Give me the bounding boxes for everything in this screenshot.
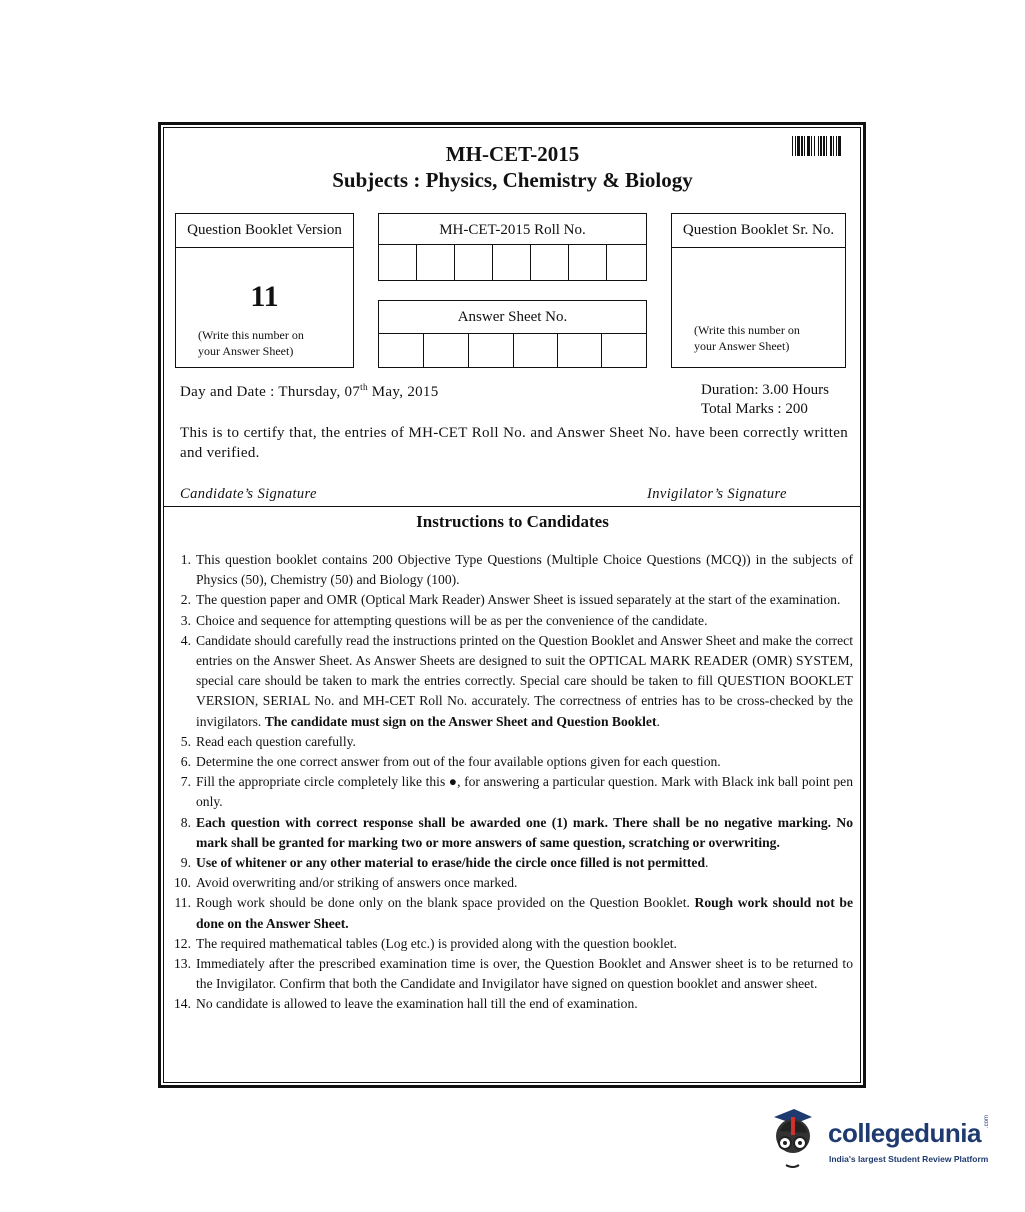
instruction-text: This question booklet contains 200 Objective Type Questions (Multiple Choice Questions (MCQ)) in the subjects of Physics (50), Chemistry (50) and Biology (100). [196, 552, 853, 588]
instruction-item [163, 934, 853, 954]
booklet-version-label: Question Booklet Version [187, 222, 342, 238]
instruction-text: Rough work should be done only on the blank space provided on the Question Booklet. [196, 895, 695, 911]
instruction-bold-text: The candidate must sign on the Answer Sheet and Question Booklet [264, 713, 657, 729]
instruction-item [163, 954, 853, 994]
instruction-text: Read each question carefully. [196, 733, 356, 749]
instruction-number: 9. [180, 855, 191, 871]
instruction-item [163, 873, 853, 893]
instruction-item [163, 590, 853, 610]
booklet-version-value: 11 [250, 280, 279, 313]
instruction-item [163, 611, 853, 631]
booklet-version-box [175, 213, 354, 368]
serial-no-note: (Write this number on your Answer Sheet) [694, 323, 800, 353]
serial-no-box [671, 213, 846, 368]
instruction-number: 2. [180, 592, 191, 608]
exam-title: MH-CET-2015 [445, 142, 580, 166]
instruction-text: No candidate is allowed to leave the examination hall till the end of examination. [196, 996, 638, 1012]
instruction-item [163, 893, 853, 933]
instruction-text: Choice and sequence for attempting questions will be as per the convenience of the candidate. [196, 612, 708, 628]
instruction-text: Fill the appropriate circle completely like this ●, for answering a particular question. Mark with Black ink ball point pen only. [196, 774, 853, 810]
total-marks: Total Marks : 200 [701, 401, 808, 417]
instruction-number: 4. [180, 632, 191, 648]
instruction-text: Immediately after the prescribed examination time is over, the Question Booklet and Answer sheet is to be returned to the Invigilator. Confirm that both the Candidate and Invigilator have signed on question booklet and answer sheet. [196, 956, 853, 992]
instruction-text: Avoid overwriting and/or striking of answers once marked. [196, 875, 518, 891]
instruction-item [163, 550, 853, 590]
instruction-bold-text: Rough work should not be done on the Answer Sheet. [196, 895, 853, 931]
answer-sheet-grid[interactable] [379, 334, 646, 367]
barcode [792, 136, 854, 156]
instruction-item [163, 732, 853, 752]
roll-no-label: MH-CET-2015 Roll No. [439, 222, 586, 238]
booklet-version-note: (Write this number on your Answer Sheet) [198, 328, 304, 358]
roll-no-box [378, 213, 647, 281]
instruction-text: The question paper and OMR (Optical Mark Reader) Answer Sheet is issued separately at the start of the examination. [196, 592, 841, 608]
answer-sheet-label: Answer Sheet No. [457, 309, 568, 325]
instruction-number: 7. [180, 774, 191, 790]
serial-no-label: Question Booklet Sr. No. [682, 222, 835, 238]
exam-subjects: Subjects : Physics, Chemistry & Biology [332, 168, 693, 192]
instruction-number: 8. [180, 814, 191, 830]
instructions-list [163, 550, 853, 1015]
instruction-item [163, 752, 853, 772]
instruction-number: 10. [174, 875, 191, 891]
instruction-item: 4. Candidate should carefully read the instructions printed on the Question Booklet and Answer Sheet and make the correct entries on the Answer Sheet. As Answer Sheets are designed to suit the OPTICAL MARK READER (OMR) SYSTEM, special care should be taken to mark the entries correctly. Special care should be taken to fill QUESTION BOOKLET VERSION, SERIAL No. and MH-CET Roll No. accurately. The correctness of entries has to be cross-checked by the invigilators. The candidate must sign on the Answer Sheet and Question Booklet. [163, 631, 853, 732]
day-and-date: Day and Date : Thursday, 07th May, 2015 [180, 382, 439, 400]
collegedunia-wordmark: collegedunia [828, 1118, 981, 1148]
instruction-item: 9. Use of whitener or any other material to erase/hide the circle once filled is not permitted. [163, 853, 853, 873]
instruction-text: Candidate should carefully read the instructions printed on the Question Booklet and Answer Sheet and make the correct entries on the Answer Sheet. As Answer Sheets are designed to suit the OPTICAL MARK READER (OMR) SYSTEM, special care should be taken to mark the entries correctly. Special care should be taken to fill QUESTION BOOKLET VERSION, SERIAL No. and MH-CET Roll No. accurately. The correctness of entries has to be cross-checked by the invigilators. [196, 632, 853, 729]
instruction-number: 3. [180, 612, 191, 628]
instruction-number: 13. [174, 956, 191, 972]
invigilator-signature: Invigilator’s Signature [647, 486, 787, 502]
divider [163, 506, 861, 507]
instruction-item [163, 994, 853, 1014]
answer-sheet-box [378, 300, 647, 368]
instruction-item [163, 813, 853, 853]
instruction-bold-text: Use of whitener or any other material to erase/hide the circle once filled is not permitted [196, 855, 706, 871]
instruction-number: 11. [174, 895, 191, 911]
instruction-item [163, 772, 853, 812]
roll-no-grid[interactable] [379, 245, 646, 280]
instruction-number: 12. [174, 935, 191, 951]
collegedunia-tagline: India's largest Student Review Platform [829, 1154, 989, 1164]
candidate-signature: Candidate’s Signature [180, 486, 317, 502]
instruction-number: 1. [180, 552, 191, 567]
instruction-text: Determine the one correct answer from out of the four available options given for each question. [196, 754, 721, 770]
instruction-number: 5. [180, 733, 191, 749]
instruction-text: The required mathematical tables (Log etc.) is provided along with the question booklet. [196, 935, 677, 951]
duration: Duration: 3.00 Hours [701, 382, 829, 398]
instruction-number: 14. [174, 996, 191, 1012]
instructions-title: Instructions to Candidates [416, 512, 609, 531]
instruction-number: 6. [180, 754, 191, 770]
instruction-bold-text: Each question with correct response shall be awarded one (1) mark. There shall be no negative marking. No mark shall be granted for marking two or more answers of same question, scratching or overwriting. [196, 814, 853, 850]
certify-statement: This is to certify that, the entries of MH-CET Roll No. and Answer Sheet No. have been correctly written and verified. [180, 425, 848, 461]
collegedunia-domain: .com [984, 1114, 990, 1128]
